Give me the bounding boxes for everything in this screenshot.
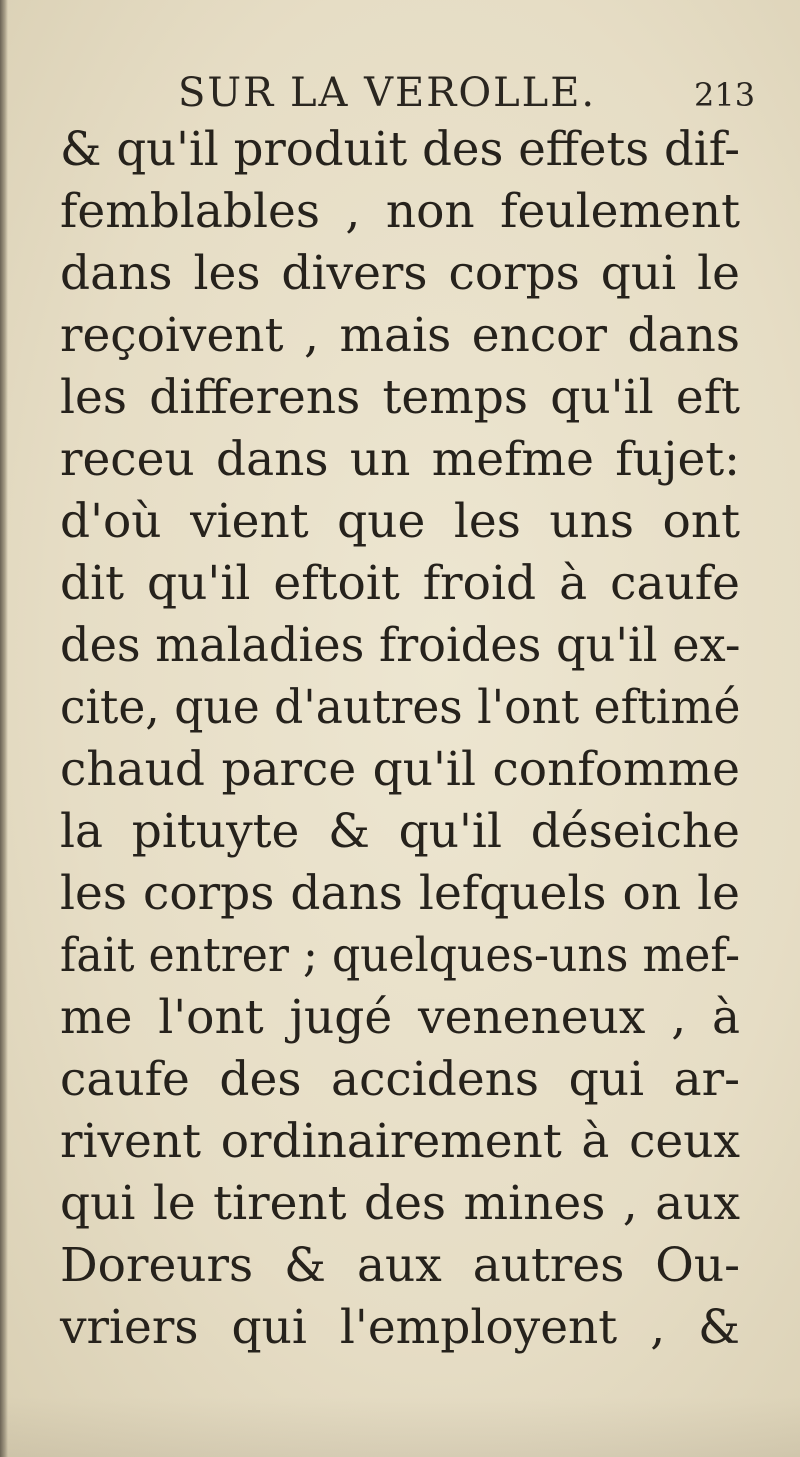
text-line-11: chaud parce qu'il confomme [60, 742, 740, 797]
text-line-19: Doreurs & aux autres Ou- [60, 1238, 740, 1293]
text-line-18: qui le tirent des mines , aux [60, 1176, 740, 1231]
text-line-3: dans les divers corps qui le [60, 246, 740, 301]
text-line-10: cite, que d'autres l'ont eftimé [60, 680, 741, 735]
text-line-14: fait entrer ; quelques-uns mef- [60, 928, 740, 983]
text-line-13: les corps dans lefquels on le [60, 866, 740, 921]
text-line-1: & qu'il produit des effets dif- [60, 122, 741, 177]
text-line-7: d'où vient que les uns ont [60, 494, 740, 549]
text-line-8: dit qu'il eftoit froid à caufe [60, 556, 740, 611]
text-line-17: rivent ordinairement à ceux [60, 1114, 740, 1169]
text-line-5: les differens temps qu'il eft [60, 370, 740, 425]
text-line-4: reçoivent , mais encor dans [60, 308, 740, 363]
page-number: 213 [694, 76, 756, 114]
text-line-12: la pituyte & qu'il déseiche [60, 804, 740, 859]
text-line-15: me l'ont jugé veneneux , à [60, 990, 740, 1045]
text-line-16: caufe des accidens qui ar- [60, 1052, 740, 1107]
text-line-20: vriers qui l'employent , & [60, 1300, 740, 1355]
text-line-2: femblables , non feulement [60, 184, 740, 239]
text-line-9: des maladies froides qu'il ex- [60, 618, 741, 673]
text-line-6: receu dans un mefme fujet: [60, 432, 740, 487]
page-shadow [0, 1397, 800, 1457]
binding-edge [0, 0, 8, 1457]
running-head: SUR LA VEROLLE. [178, 70, 597, 116]
